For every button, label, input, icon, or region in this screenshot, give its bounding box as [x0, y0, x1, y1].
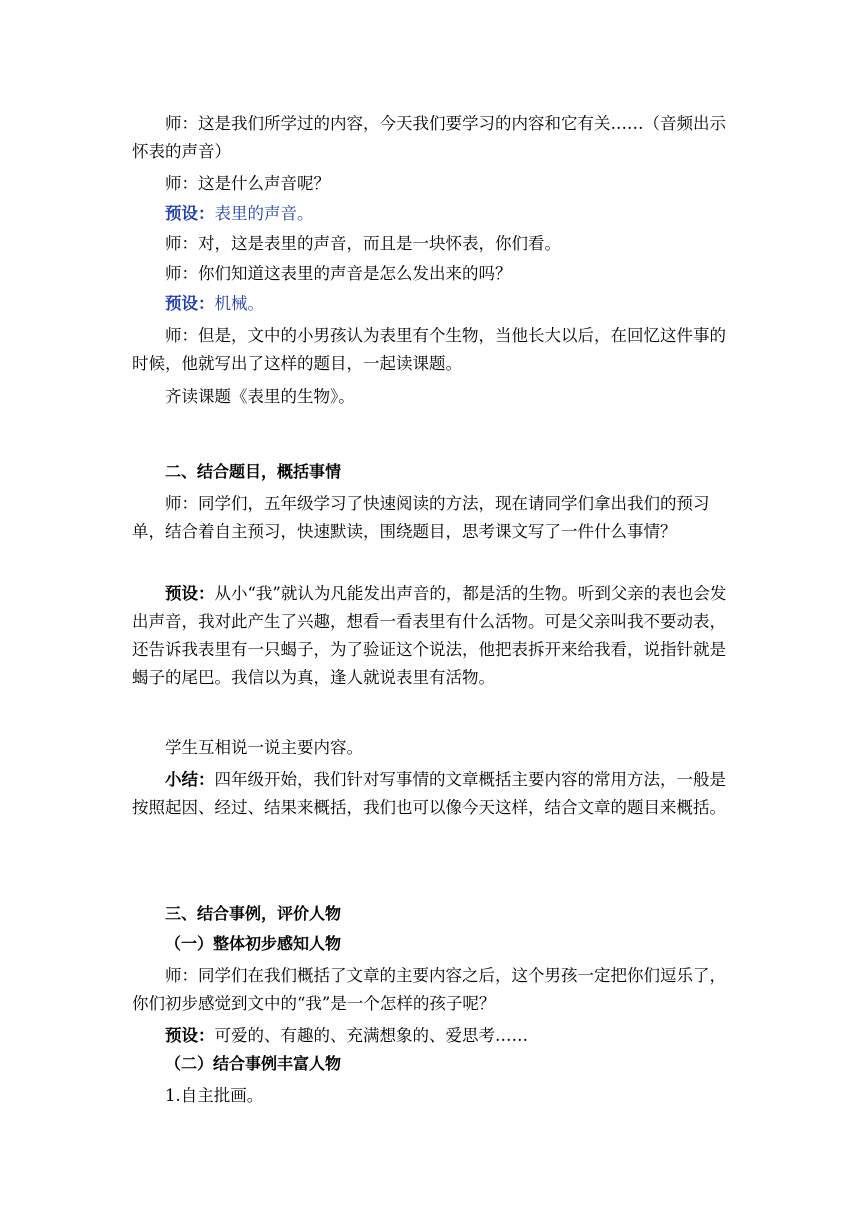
- preset-label: 预设：: [165, 1026, 215, 1045]
- section-heading-3: 三、结合事例，评价人物: [165, 904, 342, 923]
- preset-line-4: [132, 1022, 732, 1050]
- preset-text: 从小“我”就认为凡能发出声音的，都是活的生物。听到父亲的表也会发出声音，我对此产生了兴趣，想看一看表里有什么活物。可是父亲叫我不要动表，还告诉我表里有一只蝎子，为了验证这个说法，他把表拆开来给我看，说指针就是蝎子的尾巴。我信以为真，逢人就说表里有活物。: [132, 584, 727, 687]
- section-heading-2: 二、结合题目，概括事情: [165, 462, 342, 481]
- summary-label: 小结：: [165, 770, 215, 789]
- preset-label: 预设：: [165, 294, 215, 313]
- subheading-1: （一）整体初步感知人物: [165, 934, 342, 953]
- preset-text: 表里的声音。: [214, 204, 314, 223]
- teacher-line-3: 师：对，这是表里的声音，而且是一块怀表，你们看。: [165, 234, 561, 253]
- preset-label: 预设：: [165, 204, 215, 223]
- teacher-line-1: 师：这是我们所学过的内容，今天我们要学习的内容和它有关……（音频出示怀表的声音）: [132, 114, 726, 161]
- step-1: 1.自主批画。: [165, 1086, 264, 1105]
- teacher-line-6: 师：同学们，五年级学习了快速阅读的方法，现在请同学们拿出我们的预习单，结合着自主预习，快速默读，围绕题目，思考课文写了一件什么事情？: [132, 494, 710, 541]
- preset-text: 可爱的、有趣的、充满想象的、爱思考……: [214, 1026, 528, 1045]
- preset-label: 预设：: [165, 584, 215, 603]
- preset-text: 机械。: [214, 294, 264, 313]
- teacher-line-2: 师：这是什么声音呢？: [165, 174, 330, 193]
- preset-line-1: [132, 200, 732, 228]
- preset-line-3: [132, 580, 732, 692]
- summary-line: [132, 766, 732, 822]
- subheading-2: （二）结合事例丰富人物: [165, 1054, 342, 1073]
- preset-line-2: [132, 290, 732, 318]
- teacher-line-7: 师：同学们在我们概括了文章的主要内容之后，这个男孩一定把你们逗乐了，你们初步感觉到文中的“我”是一个怎样的孩子呢？: [132, 966, 726, 1013]
- teacher-line-5: 师：但是，文中的小男孩认为表里有个生物，当他长大以后，在回忆这件事的时候，他就写出了这样的题目，一起读课题。: [132, 326, 726, 373]
- summary-text: 四年级开始，我们针对写事情的文章概括主要内容的常用方法，一般是按照起因、经过、结果来概括，我们也可以像今天这样，结合文章的题目来概括。: [132, 770, 726, 817]
- class-read-title: 齐读课题《表里的生物》。: [165, 387, 355, 406]
- student-activity: 学生互相说一说主要内容。: [165, 738, 363, 757]
- teacher-line-4: 师：你们知道这表里的声音是怎么发出来的吗？: [165, 264, 512, 283]
